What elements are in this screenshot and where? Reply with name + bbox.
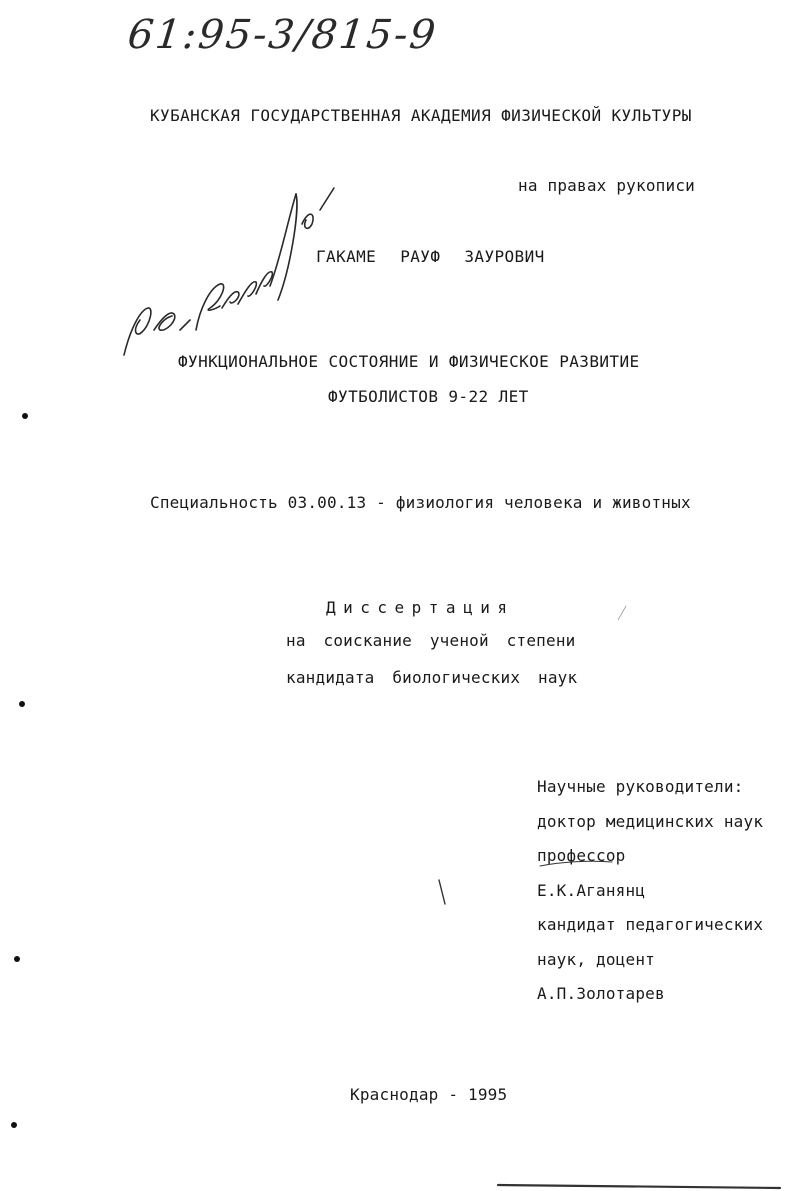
stray-pen-mark <box>439 880 445 904</box>
supervisor-line: доктор медицинских наук <box>537 811 764 831</box>
thesis-title-line-2: ФУТБОЛИСТОВ 9-22 ЛЕТ <box>328 387 529 406</box>
specialty: Специальность 03.00.13 - физиология человека и животных <box>150 493 691 512</box>
handwritten-shelfmark: 61:95-3/815-9 <box>125 12 440 58</box>
city-year: Краснодар - 1995 <box>350 1085 508 1104</box>
dissertation-field-line: кандидата биологических наук <box>286 668 578 687</box>
thesis-title-line-1: ФУНКЦИОНАЛЬНОЕ СОСТОЯНИЕ И ФИЗИЧЕСКОЕ РАЗВИТИЕ <box>178 352 640 371</box>
supervisor-line: Е.К.Аганянц <box>537 880 646 900</box>
dissertation-degree-line: на соискание ученой степени <box>286 631 576 650</box>
supervisor-line: кандидат педагогических <box>537 915 764 934</box>
rights-note: на правах рукописи <box>518 176 695 195</box>
institution-name: КУБАНСКАЯ ГОСУДАРСТВЕННАЯ АКАДЕМИЯ ФИЗИЧЕСКОЙ КУЛЬТУРЫ <box>150 106 692 125</box>
stray-pen-mark <box>618 606 626 620</box>
stray-pen-mark <box>540 861 612 866</box>
supervisors-label: Научные руководители: <box>537 777 744 796</box>
supervisor-line: наук, доцент <box>537 949 655 969</box>
supervisor-line: профессор <box>537 846 626 865</box>
dissertation-heading: Диссертация <box>326 598 515 617</box>
supervisor-line: А.П.Золотарев <box>537 984 665 1003</box>
scan-edge-line <box>498 1185 780 1188</box>
author-name: ГАКАМЕ РАУФ ЗАУРОВИЧ <box>316 247 545 266</box>
